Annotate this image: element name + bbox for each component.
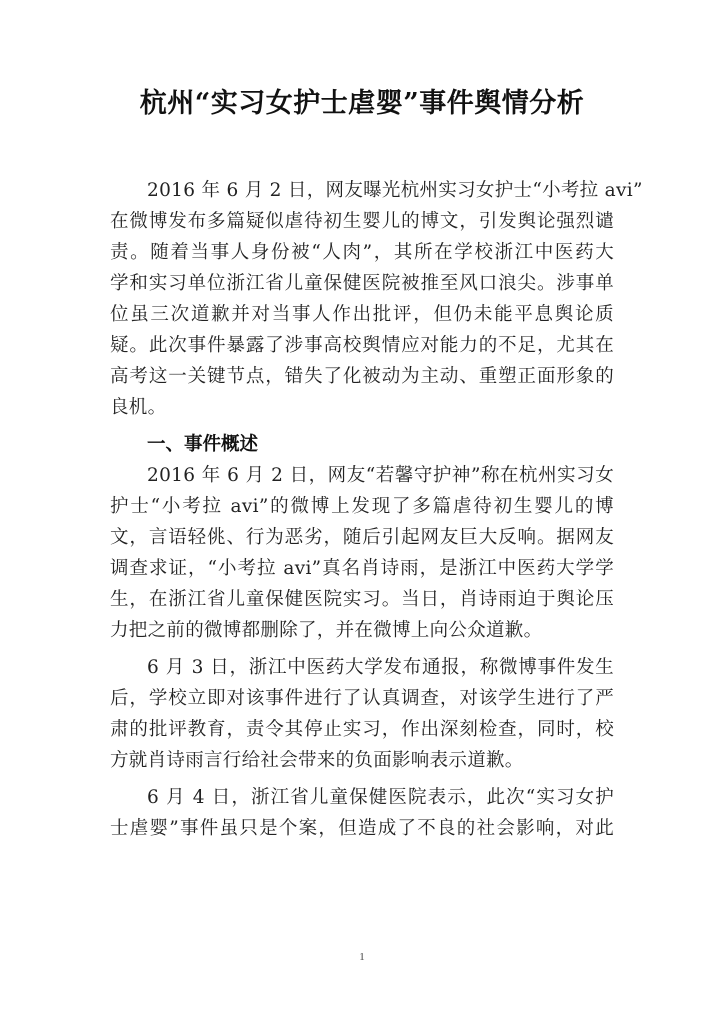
paragraph-line: 生，在浙江省儿童保健医院实习。当日，肖诗雨迫于舆论压 [110, 589, 614, 610]
section1-paragraph-1 [110, 460, 614, 646]
paragraph-line: 调查求证，“小考拉 avi”真名肖诗雨，是浙江中医药大学学 [110, 558, 614, 579]
section1-paragraph-3 [110, 782, 614, 844]
paragraph-line: 士虐婴”事件虽只是个案，但造成了不良的社会影响，对此 [110, 818, 614, 839]
page-number: 1 [359, 951, 365, 963]
paragraph-line: 方就肖诗雨言行给社会带来的负面影响表示道歉。 [110, 750, 524, 771]
intro-line: 良机。 [110, 397, 167, 418]
document-body [110, 175, 643, 844]
paragraph-line: 力把之前的微博都删除了，并在微博上向公众道歉。 [110, 620, 543, 641]
document-title: 杭州“实习女护士虐婴”事件舆情分析 [139, 88, 585, 119]
paragraph-line: 肃的批评教育，责令其停止实习，作出深刻检查，同时，校 [110, 719, 614, 740]
paragraph-line: 2016 年 6 月 2 日，网友“若馨守护神”称在杭州实习女 [147, 465, 614, 486]
intro-line: 在微博发布多篇疑似虐待初生婴儿的博文，引发舆论强烈谴 [110, 211, 614, 232]
intro-line: 高考这一关键节点，错失了化被动为主动、重塑正面形象的 [110, 366, 614, 387]
paragraph-line: 后，学校立即对该事件进行了认真调查，对该学生进行了严 [110, 688, 614, 709]
section-heading: 一、事件概述 [147, 434, 259, 455]
intro-line: 学和实习单位浙江省儿童保健医院被推至风口浪尖。涉事单 [110, 273, 614, 294]
paragraph-line: 文，言语轻佻、行为恶劣，随后引起网友巨大反响。据网友 [110, 527, 614, 548]
section1-paragraph-2 [110, 652, 614, 776]
paragraph-line: 6 月 3 日，浙江中医药大学发布通报，称微博事件发生 [147, 657, 614, 678]
intro-line: 2016 年 6 月 2 日，网友曝光杭州实习女护士“小考拉 avi” [147, 180, 643, 201]
intro-line: 位虽三次道歉并对当事人作出批评，但仍未能平息舆论质 [110, 304, 614, 325]
intro-line: 责。随着当事人身份被“人肉”，其所在学校浙江中医药大 [110, 242, 614, 263]
intro-paragraph [110, 175, 643, 423]
intro-line: 疑。此次事件暴露了涉事高校舆情应对能力的不足，尤其在 [110, 335, 614, 356]
paragraph-line: 6 月 4 日，浙江省儿童保健医院表示，此次“实习女护 [147, 787, 614, 808]
paragraph-line: 护士“小考拉 avi”的微博上发现了多篇虐待初生婴儿的博 [110, 496, 614, 517]
